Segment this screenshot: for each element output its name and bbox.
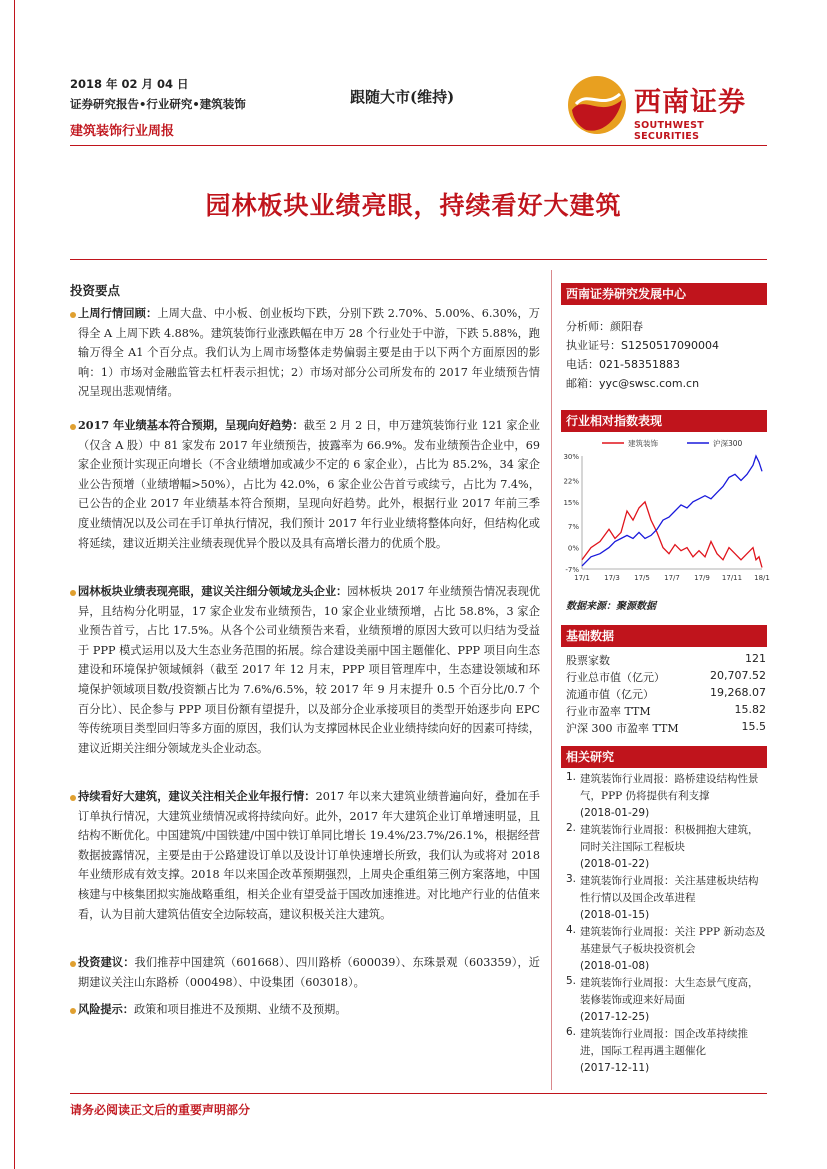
chart-x-tick-label: 17/1 [574, 574, 590, 582]
bullet-icon [70, 1008, 76, 1014]
phone-label: 电话： [566, 358, 599, 371]
cert-label: 执业证号： [566, 339, 621, 352]
basic-data-value: 19,268.07 [710, 686, 766, 699]
related-item-number: 3. [566, 873, 577, 885]
related-item-date: (2017-12-25) [580, 1011, 650, 1023]
related-item-date: (2017-12-11) [580, 1062, 650, 1074]
analyst-line [566, 318, 643, 334]
related-item-number: 5. [566, 975, 577, 987]
email-link[interactable]: yyc@swsc.com.cn [599, 377, 700, 390]
basic-data-label: 股票家数 [566, 654, 610, 667]
main-title: 园林板块业绩亮眼，持续看好大建筑 [205, 191, 622, 220]
chart-x-tick-label: 17/9 [694, 574, 710, 582]
report-type: 证券研究报告•行业研究•建筑装饰 [70, 97, 246, 111]
phone-number: 021-58351883 [599, 358, 680, 371]
related-item-link[interactable] [580, 975, 768, 1026]
basic-data-label: 沪深 300 市盈率 TTM [566, 722, 679, 735]
email-label: 邮箱： [566, 377, 599, 390]
report-date: 2018 年 02 月 04 日 [70, 77, 189, 91]
related-item-link[interactable] [580, 822, 768, 873]
investment-paragraph-4 [78, 787, 540, 924]
paragraph-lead: 园林板块业绩表现亮眼，建议关注细分领域龙头企业： [78, 584, 348, 598]
industry-rating: 跟随大市(维持) [350, 88, 455, 106]
related-item-date: (2018-01-08) [580, 960, 650, 972]
logo-text-en: SOUTHWEST SECURITIES [634, 120, 705, 142]
email-line [566, 375, 699, 391]
paragraph-lead: 2017 年业绩基本符合预期，呈现向好趋势： [78, 418, 304, 432]
index-chart-header: 行业相对指数表现 [561, 410, 767, 432]
basic-data-label: 流通市值（亿元） [566, 688, 654, 701]
related-item-number: 1. [566, 771, 577, 783]
related-item-link[interactable] [580, 924, 768, 975]
related-item-date: (2018-01-15) [580, 909, 650, 921]
basic-data-row [566, 720, 766, 736]
chart-series-line [582, 502, 762, 568]
basic-data-row [566, 686, 766, 702]
related-item-date: (2018-01-29) [580, 807, 650, 819]
paragraph-text: 政策和项目推进不及预期、业绩不及预期。 [133, 1003, 347, 1016]
investment-title: 投资要点 [70, 283, 121, 298]
chart-x-tick-label: 17/5 [634, 574, 650, 582]
basic-data-row [566, 703, 766, 719]
paragraph-text: 截至 2 月 2 日，申万建筑装饰行业 121 家企业（仅含 A 股）中 81 家发布 2017 年业绩预告，披露率为 66.9%。发布业绩预告企业中，69 家企业预计实现正向增长（不含业绩增加或减少不定的 6 家企业），占比为 85.2%，34 家企业公告预增（业绩增幅>50%），占比为 42.0%，6 家企业公告首亏或续亏，占比为 7.4%，已公告的企业 2017 年业绩基本符合预期，呈现向好趋势。此外，根据行业 2017 年前三季度业绩情况以及公司在手订单执行情况，我们预计 2017 年行业业绩将整体向好，但结构化或将延续，建议近期关注业绩表现优异个股以及具有高增长潜力的优质个股。 [78, 419, 540, 550]
chart-x-tick-label: 17/11 [721, 574, 743, 582]
index-chart [562, 436, 770, 592]
analyst-name: 颜阳春 [610, 320, 643, 333]
investment-paragraph-6 [78, 1000, 540, 1020]
related-item-link[interactable] [580, 873, 768, 924]
title-divider [70, 259, 767, 260]
cert-number: S1250517090004 [621, 339, 719, 352]
company-logo [566, 74, 766, 142]
logo-text-cn: 西南证券 [634, 87, 746, 118]
paragraph-lead: 风险提示： [78, 1002, 134, 1016]
related-item-link[interactable] [580, 771, 768, 822]
footer-divider [70, 1093, 767, 1094]
analyst-label: 分析师： [566, 320, 610, 333]
related-item-title: 建筑装饰行业周报：国企改革持续推进，国际工程再遇主题催化 [580, 1028, 748, 1057]
chart-legend-label: 建筑装饰 [628, 439, 658, 448]
related-item-number: 6. [566, 1026, 577, 1038]
paragraph-text: 上周大盘、中小板、创业板均下跌，分别下跌 2.70%、5.00%、6.30%，万得全 A 上周下跌 4.88%。建筑装饰行业涨跌幅在申万 28 个行业处于中游，下跌 5.88%，跑输万得全 A1 个百分点。我们认为上周市场整体走势偏弱主要是由于以下两个方面原因的影响：1）市场对金融监管去杠杆表示担忧；2）市场对部分公司所发布的 2017 年业绩预告情况呈现出悲观情绪。 [78, 307, 540, 399]
chart-source: 数据来源：聚源数据 [566, 601, 656, 612]
basic-data-header: 基础数据 [561, 625, 767, 647]
paragraph-text: 2017 年以来大建筑业绩普遍向好，叠加在手订单执行情况，大建筑业绩情况或将持续向好。此外，2017 年大建筑企业订单增速明显，且结构不断优化。中国建筑/中国铁建/中国中铁订单同比增长 19.4%/23.7%/26.1%，根据经营数据披露情况，主要是由于公路建设订单以及设计订单快速增长所致，我们认为或将对 2018 年业绩形成有效支撑。2018 年以来国企改革预期强烈，上周央企重组第三例方案落地，中国核建与中核集团拟实施战略重组，相关企业有望受益于国改加速推进。对比地产行业的估值来看，认为目前大建筑估值安全边际较高，建议积极关注大建筑。 [78, 790, 540, 921]
related-item-number: 4. [566, 924, 577, 936]
investment-paragraph-1 [78, 304, 540, 402]
basic-data-value: 15.82 [734, 703, 766, 716]
bullet-icon [70, 590, 76, 596]
bullet-icon [70, 424, 76, 430]
basic-data-value: 121 [745, 652, 766, 665]
phone-line [566, 356, 680, 372]
paragraph-lead: 持续看好大建筑，建议关注相关企业年报行情： [78, 789, 316, 803]
chart-y-tick-label: 30% [563, 453, 579, 461]
bullet-icon [70, 795, 76, 801]
cert-line [566, 337, 719, 353]
related-item-title: 建筑装饰行业周报：积极拥抱大建筑，同时关注国际工程板块 [580, 824, 759, 853]
report-series: 建筑装饰行业周报 [70, 124, 175, 139]
related-item-title: 建筑装饰行业周报：路桥建设结构性景气，PPP 仍将提供有利支撑 [580, 773, 759, 802]
chart-legend-label: 沪深300 [713, 439, 743, 448]
research-center-header: 西南证券研究发展中心 [561, 283, 767, 305]
investment-paragraph-3 [78, 582, 540, 758]
related-item-number: 2. [566, 822, 577, 834]
chart-x-tick-label: 18/1 [754, 574, 770, 582]
column-divider [551, 270, 552, 1090]
logo-emblem-icon [566, 74, 628, 136]
chart-y-tick-label: -7% [565, 566, 579, 574]
basic-data-row [566, 652, 766, 668]
chart-y-tick-label: 7% [567, 523, 579, 532]
basic-data-value: 15.5 [741, 720, 766, 733]
related-item-link[interactable] [580, 1026, 768, 1077]
paragraph-text: 我们推荐中国建筑（601668）、四川路桥（600039）、东珠景观（603359），近期建议关注山东路桥（000498）、中设集团（603018）。 [78, 956, 540, 989]
footer-disclaimer: 请务必阅读正文后的重要声明部分 [70, 1103, 251, 1117]
related-research-header: 相关研究 [561, 746, 767, 768]
related-item-title: 建筑装饰行业周报：大生态景气度高，装修装饰或迎来好局面 [580, 977, 759, 1006]
basic-data-label: 行业市盈率 TTM [566, 705, 651, 718]
chart-x-tick-label: 17/3 [604, 574, 620, 582]
basic-data-row [566, 669, 766, 685]
chart-x-tick-label: 17/7 [664, 574, 680, 582]
basic-data-label: 行业总市值（亿元） [566, 671, 665, 684]
chart-y-tick-label: 22% [563, 477, 579, 486]
chart-y-tick-label: 0% [567, 544, 579, 553]
bullet-icon [70, 961, 76, 967]
chart-y-tick-label: 15% [563, 498, 579, 507]
left-margin-line [14, 0, 15, 1169]
bullet-icon [70, 312, 76, 318]
investment-paragraph-2 [78, 416, 540, 553]
paragraph-text: 园林板块 2017 年业绩预告情况表现优异，且结构分化明显，17 家企业发布业绩预告，10 家企业业绩预增，占比 58.8%，3 家企业预告首亏，占比 17.5%。从各个公司业绩预告来看，业绩预增的原因大致可以归结为受益于 PPP 模式运用以及大生态业务范围的拓展。综合建设美丽中国主题催化、PPP 项目向生态建设和环境保护领域倾斜（截至 2017 年 12 月末，PPP 项目管理库中，生态建设领域和环境保护领域项目数/投资额占比为 7.6%/6.5%，较 2017 年 9 月末提升 0.5 个百分比/0.7 个百分比）、民企参与 PPP 项目份额有望提升，以及部分企业承接项目的类型开始逐步向 EPC 等传统项目类型回归等多方面的原因，我们认为支撑园林民企业业绩持续向好的因素可持续，建议近期关注细分领域龙头企业动态。 [78, 585, 540, 755]
related-item-title: 建筑装饰行业周报：关注基建板块结构性行情以及国企改革进程 [580, 875, 759, 904]
related-item-title: 建筑装饰行业周报：关注 PPP 新动态及基建景气子板块投资机会 [580, 926, 766, 955]
paragraph-lead: 投资建议： [78, 955, 135, 969]
paragraph-lead: 上周行情回顾： [78, 306, 158, 320]
header-divider [70, 145, 767, 146]
investment-paragraph-5 [78, 953, 540, 992]
basic-data-value: 20,707.52 [710, 669, 766, 682]
related-item-date: (2018-01-22) [580, 858, 650, 870]
